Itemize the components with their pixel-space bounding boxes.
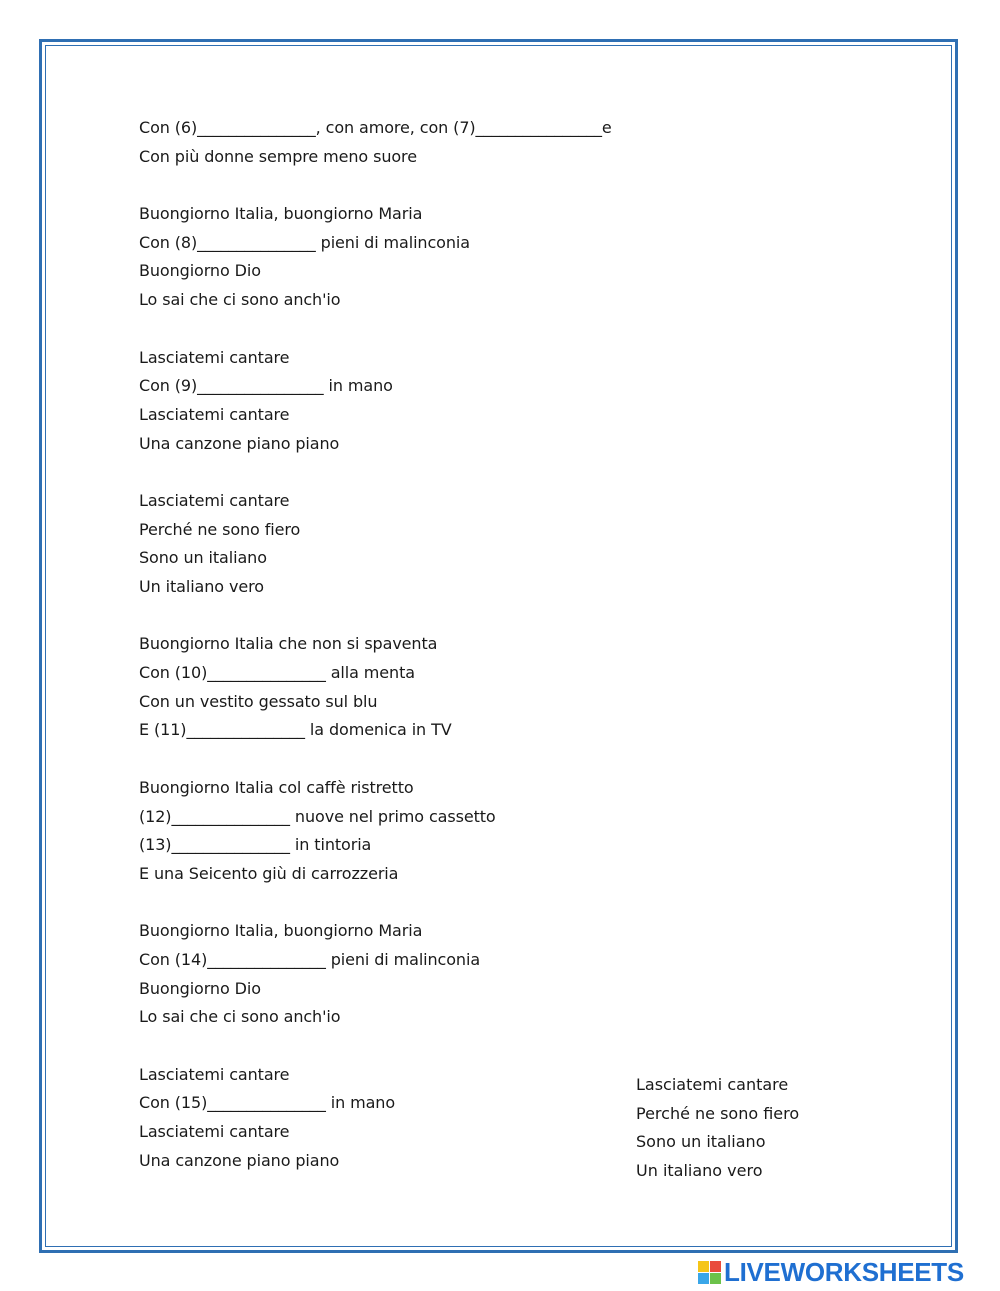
fill-in-line: Con (6)_______________, con amore, con (7)________________e (139, 118, 612, 137)
fill-in-line: (13)_______________ in tintoria (139, 835, 372, 855)
stanza-gap (139, 458, 612, 487)
lyric-line: Lo sai che ci sono anch'io (139, 290, 341, 310)
fill-in-line: (12)_______________ nuove nel primo cassetto (139, 806, 496, 826)
logo-mark-icon (698, 1261, 721, 1284)
fill-in-line: E (11)_______________ la domenica in TV (139, 720, 452, 740)
lyric-line: Buongiorno Italia, buongiorno Maria (139, 204, 423, 224)
lyric-line: E una Seicento giù di carrozzeria (139, 863, 399, 883)
logo-square-i (710, 1261, 721, 1272)
side-lyric-line: Perché ne sono fiero (636, 1103, 800, 1123)
logo-square-l (698, 1261, 709, 1272)
lyric-line: Lasciatemi cantare (139, 490, 290, 510)
fill-in-line: Con (15)_______________ in mano (139, 1093, 396, 1113)
lyric-line: Con un vestito gessato sul blu (139, 691, 378, 711)
lyrics-block (139, 114, 612, 1175)
lyric-line: Una canzone piano piano (139, 1150, 340, 1170)
stanza-gap (139, 889, 612, 918)
logo-text: LIVEWORKSHEETS (724, 1256, 964, 1287)
side-lyric-line: Un italiano vero (636, 1161, 763, 1181)
lyric-line: Perché ne sono fiero (139, 519, 301, 539)
lyric-line: Un italiano vero (139, 577, 264, 596)
logo-square-v (698, 1273, 709, 1284)
lyric-line: Buongiorno Dio (139, 261, 261, 281)
lyric-line: Lasciatemi cantare (139, 1122, 290, 1142)
logo-square-e (710, 1273, 721, 1284)
lyric-line: Buongiorno Dio (139, 978, 261, 998)
lyric-line: Sono un italiano (139, 548, 267, 568)
lyric-line: Buongiorno Italia col caffè ristretto (139, 777, 414, 797)
lyric-line: Lo sai che ci sono anch'io (139, 1007, 341, 1027)
fill-in-line: Con (14)_______________ pieni di malinconia (139, 949, 481, 969)
lyric-line: Buongiorno Italia che non si spaventa (139, 634, 438, 654)
lyric-line: Lasciatemi cantare (139, 347, 290, 367)
lyric-line: Buongiorno Italia, buongiorno Maria (139, 921, 423, 941)
lyric-line: Lasciatemi cantare (139, 404, 290, 424)
fill-in-line: Con (8)_______________ pieni di malinconia (139, 232, 470, 252)
side-lyric-line: Lasciatemi cantare (636, 1075, 789, 1094)
stanza-gap (139, 171, 612, 200)
lyric-line: Una canzone piano piano (139, 433, 340, 453)
stanza-gap (139, 315, 612, 344)
fill-in-line: Con (9)________________ in mano (139, 376, 393, 396)
side-verse (636, 1071, 799, 1186)
stanza-gap (139, 1032, 612, 1061)
stanza-gap (139, 602, 612, 631)
side-lyric-line: Sono un italiano (636, 1132, 766, 1152)
stanza-gap (139, 745, 612, 774)
liveworksheets-logo (698, 1256, 964, 1287)
lyric-line: Lasciatemi cantare (139, 1064, 290, 1084)
fill-in-line: Con (10)_______________ alla menta (139, 663, 415, 683)
lyric-line: Con più donne sempre meno suore (139, 146, 417, 166)
